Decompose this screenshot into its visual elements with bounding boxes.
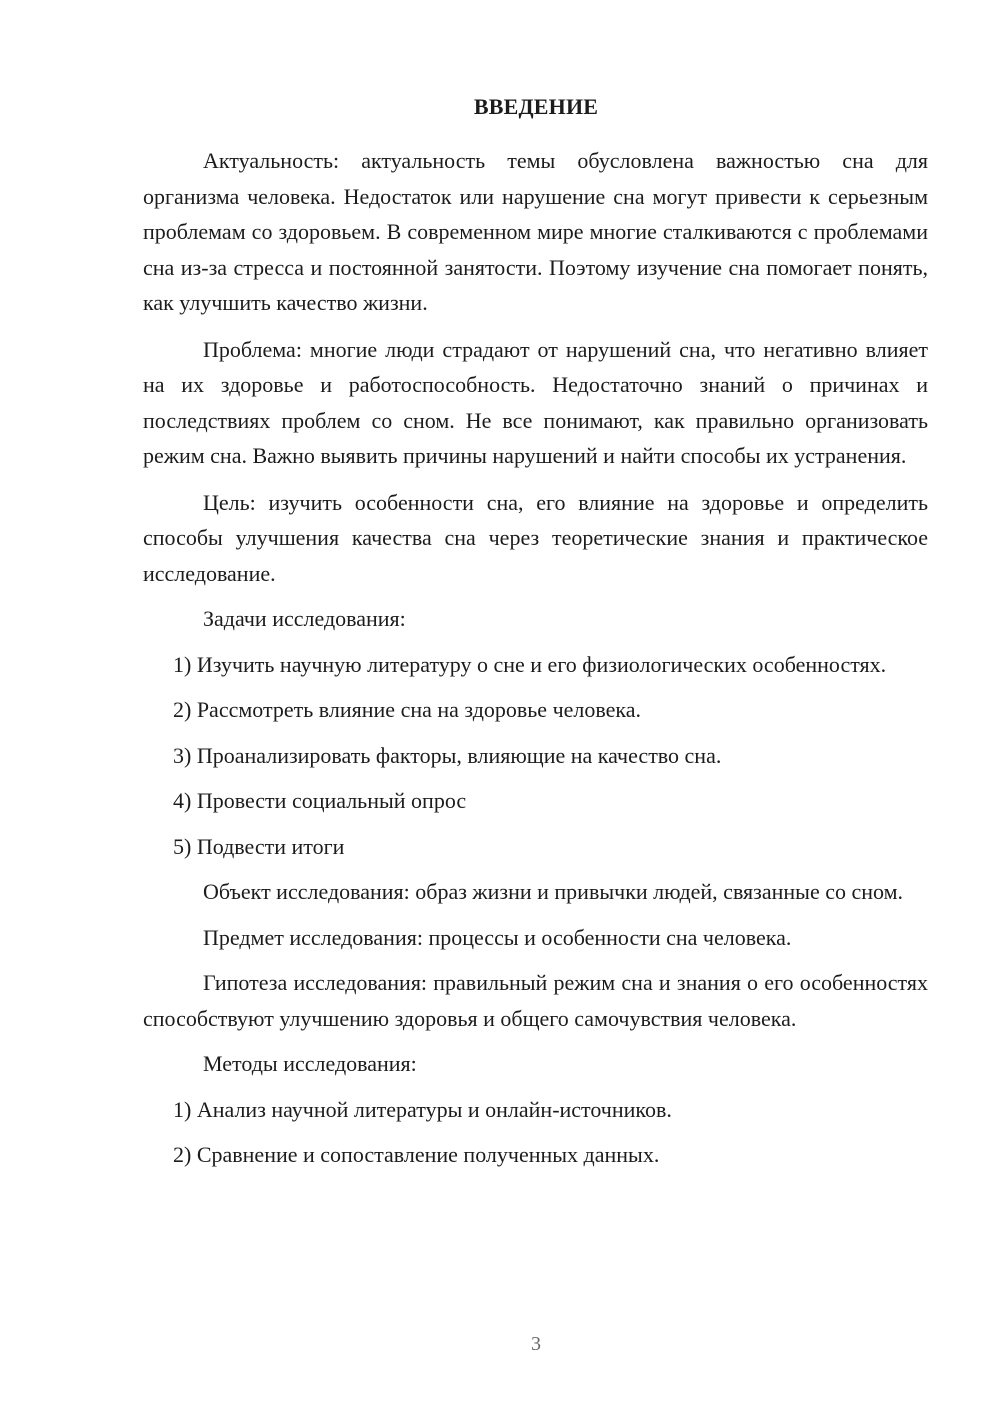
paragraph-problem: Проблема: многие люди страдают от нарушений сна, что негативно влияет на их здоровье и работоспособность. Недостаточно знаний о причинах и последствиях проблем со сном. Не все понимают, как правильно организовать режим сна. Важно выявить причины нарушений и найти способы их устранения. bbox=[143, 336, 928, 468]
paragraph-goal: Цель: изучить особенности сна, его влияние на здоровье и определить способы улучшения качества сна через теоретические знания и практическое исследование. bbox=[143, 489, 928, 586]
paragraph-subject: Предмет исследования: процессы и особенности сна человека. bbox=[203, 924, 792, 950]
paragraph-object: Объект исследования: образ жизни и привычки людей, связанные со сном. bbox=[203, 879, 904, 904]
page-content bbox=[143, 143, 928, 1173]
task-item: 4) Провести социальный опрос bbox=[173, 788, 467, 813]
tasks-heading: Задачи исследования: bbox=[203, 606, 406, 631]
method-item: 1) Анализ научной литературы и онлайн-источников. bbox=[173, 1096, 672, 1122]
page-number: 3 bbox=[531, 1333, 541, 1355]
methods-heading: Методы исследования: bbox=[203, 1051, 417, 1076]
paragraph-hypothesis: Гипотеза исследования: правильный режим сна и знания о его особенностях способствуют улучшению здоровья и общего самочувствия человека. bbox=[143, 970, 928, 1031]
task-item: 1) Изучить научную литературу о сне и его физиологических особенностях. bbox=[173, 651, 887, 677]
task-item: 3) Проанализировать факторы, влияющие на качество сна. bbox=[173, 742, 722, 768]
paragraph-relevance: Актуальность: актуальность темы обусловлена важностью сна для организма человека. Недостаток или нарушение сна могут привести к серьезным проблемам со здоровьем. В современном мире многие сталкиваются с проблемами сна из-за стресса и постоянной занятости. Поэтому изучение сна помогает понять, как улучшить качество жизни. bbox=[143, 148, 928, 315]
task-item: 2) Рассмотреть влияние сна на здоровье человека. bbox=[173, 697, 642, 722]
method-item: 2) Сравнение и сопоставление полученных данных. bbox=[173, 1142, 660, 1167]
task-item: 5) Подвести итоги bbox=[173, 833, 345, 859]
section-heading: ВВЕДЕНИЕ bbox=[473, 94, 599, 119]
